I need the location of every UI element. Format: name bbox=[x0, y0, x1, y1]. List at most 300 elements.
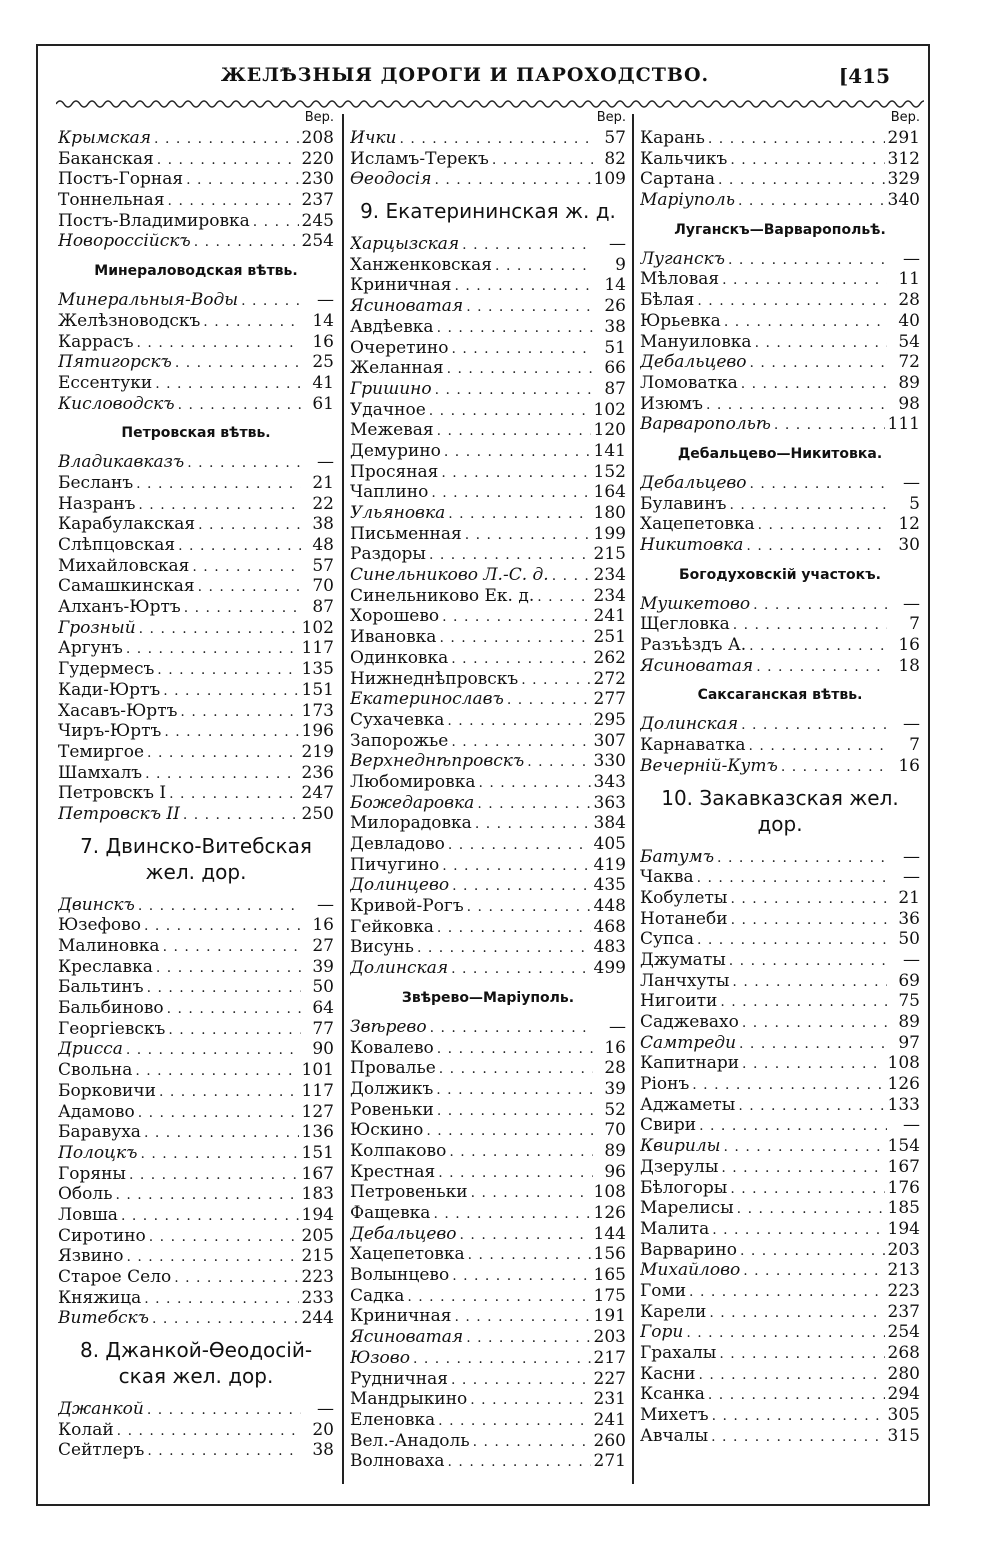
station-row bbox=[350, 255, 626, 276]
station-row bbox=[640, 1322, 920, 1343]
station-distance: 291 bbox=[887, 128, 920, 148]
station-name: Малита bbox=[640, 1218, 710, 1239]
leader-dots bbox=[449, 1142, 593, 1162]
station-name: Касни bbox=[640, 1363, 696, 1384]
station-distance: 50 bbox=[312, 977, 334, 998]
station-row bbox=[640, 1302, 920, 1323]
station-name: Сартана bbox=[640, 169, 716, 190]
station-distance: 223 bbox=[301, 1267, 334, 1287]
station-row bbox=[350, 1203, 626, 1224]
station-row bbox=[640, 1157, 920, 1178]
station-distance: 87 bbox=[604, 378, 626, 399]
station-name: Назранъ bbox=[58, 493, 136, 514]
station-row bbox=[350, 648, 626, 669]
station-name: Булавинъ bbox=[640, 493, 727, 514]
leader-dots bbox=[729, 951, 887, 971]
station-row bbox=[350, 379, 626, 400]
station-distance: 330 bbox=[593, 751, 626, 772]
station-row bbox=[350, 275, 626, 296]
station-name: Крымская bbox=[58, 128, 152, 148]
station-distance: 250 bbox=[301, 803, 334, 824]
station-distance: — bbox=[317, 1399, 334, 1420]
station-distance: 54 bbox=[898, 331, 920, 352]
station-name: Новороссійскъ bbox=[58, 231, 191, 252]
leader-dots bbox=[454, 1307, 590, 1327]
station-row bbox=[350, 1451, 626, 1472]
leader-dots bbox=[708, 1385, 885, 1405]
leader-dots bbox=[180, 702, 298, 722]
station-distance: 251 bbox=[593, 627, 626, 648]
station-distance: 260 bbox=[593, 1430, 626, 1451]
station-distance: 90 bbox=[312, 1039, 334, 1060]
leader-dots bbox=[126, 1040, 301, 1060]
leader-dots bbox=[186, 170, 298, 190]
station-distance: 223 bbox=[887, 1280, 920, 1301]
leader-dots bbox=[717, 848, 887, 868]
station-name: Михайлово bbox=[640, 1260, 741, 1281]
station-row bbox=[350, 669, 626, 690]
station-name: Бѣлая bbox=[640, 290, 695, 311]
station-distance: 244 bbox=[301, 1308, 334, 1329]
station-name: Ріонъ bbox=[640, 1074, 690, 1095]
leader-dots bbox=[746, 536, 887, 556]
station-name: Дебальцево bbox=[640, 472, 747, 493]
station-row bbox=[640, 888, 920, 909]
station-distance: 203 bbox=[593, 1327, 626, 1348]
page-header bbox=[40, 56, 900, 96]
station-row bbox=[350, 1079, 626, 1100]
station-name: Ульяновка bbox=[350, 503, 446, 523]
station-row bbox=[640, 535, 920, 556]
station-row bbox=[350, 565, 626, 586]
station-row bbox=[58, 957, 334, 978]
station-distance: 111 bbox=[887, 414, 920, 435]
station-row bbox=[350, 358, 626, 379]
station-name: Синельниково Л.-С. д. bbox=[350, 565, 549, 586]
station-row bbox=[350, 338, 626, 359]
station-distance: 101 bbox=[301, 1060, 334, 1081]
station-distance: 12 bbox=[898, 514, 920, 535]
page-number: [415 bbox=[838, 64, 890, 88]
station-name: Шамхалъ bbox=[58, 762, 143, 783]
verst-label: Вер. bbox=[304, 110, 334, 125]
station-distance: — bbox=[609, 234, 626, 255]
station-row bbox=[58, 190, 334, 211]
station-row bbox=[58, 1226, 334, 1247]
station-distance: 7 bbox=[909, 614, 920, 635]
station-row bbox=[350, 1120, 626, 1141]
station-name: Ясиноватая bbox=[640, 655, 754, 676]
station-name: Дрисса bbox=[58, 1039, 123, 1060]
station-distance: 151 bbox=[301, 679, 334, 700]
station-distance: 89 bbox=[898, 372, 920, 393]
station-name: Сухачевка bbox=[350, 709, 445, 730]
leader-dots bbox=[712, 1406, 885, 1426]
railway-heading: 8. Джанкой-Ѳеодосій-ская жел. дор. bbox=[79, 1338, 313, 1389]
station-row bbox=[350, 731, 626, 752]
station-row bbox=[640, 991, 920, 1012]
station-row bbox=[58, 659, 334, 680]
station-name: Колай bbox=[58, 1419, 114, 1440]
station-row bbox=[350, 128, 626, 149]
station-distance: 28 bbox=[898, 290, 920, 311]
station-name: Колпаково bbox=[350, 1140, 447, 1161]
station-distance: 254 bbox=[887, 1322, 920, 1343]
station-name: Мандрыкино bbox=[350, 1389, 468, 1410]
station-row bbox=[640, 1260, 920, 1281]
station-distance: 340 bbox=[887, 190, 920, 211]
station-distance: 152 bbox=[593, 461, 626, 482]
station-row bbox=[350, 1141, 626, 1162]
station-row bbox=[58, 556, 334, 577]
station-distance: 312 bbox=[887, 148, 920, 169]
station-row bbox=[350, 169, 626, 190]
station-distance: 191 bbox=[593, 1306, 626, 1327]
leader-dots bbox=[711, 1427, 884, 1447]
leader-dots bbox=[140, 1144, 298, 1164]
station-name: Двинскъ bbox=[58, 894, 135, 915]
leader-dots bbox=[437, 1101, 593, 1121]
station-distance: 51 bbox=[604, 337, 626, 358]
station-distance: 70 bbox=[604, 1120, 626, 1141]
station-distance: 14 bbox=[312, 310, 334, 331]
station-name: Петровеньки bbox=[350, 1182, 468, 1203]
station-name: Ивановка bbox=[350, 627, 437, 648]
station-distance: 213 bbox=[887, 1260, 920, 1281]
leader-dots bbox=[138, 495, 301, 515]
leader-dots bbox=[733, 615, 887, 635]
leader-dots bbox=[473, 1432, 591, 1452]
leader-dots bbox=[175, 353, 301, 373]
station-row bbox=[58, 1164, 334, 1185]
leader-dots bbox=[465, 525, 591, 545]
station-distance: 405 bbox=[593, 834, 626, 854]
station-row bbox=[640, 1426, 920, 1447]
leader-dots bbox=[198, 515, 301, 535]
leader-dots bbox=[758, 515, 887, 535]
station-distance: 419 bbox=[593, 854, 626, 875]
station-row bbox=[58, 231, 334, 252]
leader-dots bbox=[466, 297, 593, 317]
station-row bbox=[640, 1136, 920, 1157]
leader-dots bbox=[527, 752, 590, 772]
station-row bbox=[640, 1384, 920, 1405]
station-name: Мануиловка bbox=[640, 331, 752, 352]
station-row bbox=[640, 494, 920, 515]
station-name: Тоннельная bbox=[58, 190, 165, 211]
leader-dots bbox=[178, 395, 301, 415]
branch-heading: Богодуховскій участокъ. bbox=[678, 566, 881, 583]
leader-dots bbox=[126, 1247, 298, 1267]
station-row bbox=[350, 296, 626, 317]
station-row bbox=[350, 317, 626, 338]
leader-dots bbox=[507, 690, 591, 710]
station-name: Постъ-Горная bbox=[58, 169, 184, 190]
leader-dots bbox=[721, 1158, 884, 1178]
station-name: Самашкинская bbox=[58, 576, 195, 597]
station-distance: 48 bbox=[312, 535, 334, 555]
station-distance: 237 bbox=[887, 1301, 920, 1322]
station-row bbox=[350, 1162, 626, 1183]
station-name: Ланчхуты bbox=[640, 970, 730, 991]
station-row bbox=[58, 804, 334, 825]
station-row bbox=[350, 937, 626, 958]
station-row bbox=[350, 1348, 626, 1369]
leader-dots bbox=[730, 150, 884, 170]
station-distance: 108 bbox=[593, 1182, 626, 1203]
station-row bbox=[640, 909, 920, 930]
station-name: Хацепетовка bbox=[350, 1244, 465, 1265]
leader-dots bbox=[164, 722, 298, 742]
station-row bbox=[640, 311, 920, 332]
leader-dots bbox=[740, 1241, 885, 1261]
station-row bbox=[640, 1364, 920, 1385]
station-name: Волноваха bbox=[350, 1451, 445, 1472]
leader-dots bbox=[203, 312, 301, 332]
station-row bbox=[640, 867, 920, 888]
station-distance: 208 bbox=[301, 128, 334, 148]
station-name: Самтреди bbox=[640, 1032, 737, 1053]
station-distance: 151 bbox=[301, 1142, 334, 1163]
station-row bbox=[640, 352, 920, 373]
branch-heading: Петровская вѣтвь. bbox=[121, 425, 271, 442]
station-name: Михетъ bbox=[640, 1405, 709, 1426]
station-name: Очеретино bbox=[350, 337, 449, 358]
station-distance: 30 bbox=[898, 535, 920, 555]
station-row bbox=[58, 352, 334, 373]
station-distance: 40 bbox=[898, 310, 920, 331]
station-distance: 133 bbox=[887, 1094, 920, 1115]
station-name: Чаплино bbox=[350, 482, 429, 503]
leader-dots bbox=[742, 1013, 887, 1033]
station-distance: 14 bbox=[604, 275, 626, 296]
station-row bbox=[640, 714, 920, 735]
station-row bbox=[58, 638, 334, 659]
station-name: Батумъ bbox=[640, 846, 715, 867]
leader-dots bbox=[417, 938, 591, 958]
station-row bbox=[58, 1060, 334, 1081]
leader-dots bbox=[439, 628, 590, 648]
leader-dots bbox=[741, 374, 887, 394]
column-separator-2 bbox=[632, 114, 634, 1484]
station-name: Изюмъ bbox=[640, 393, 703, 414]
station-name: Бесланъ bbox=[58, 472, 134, 493]
station-distance: 136 bbox=[301, 1122, 334, 1143]
station-distance: 363 bbox=[593, 792, 626, 813]
station-distance: 96 bbox=[604, 1161, 626, 1182]
branch-heading: Саксаганская вѣтвь. bbox=[697, 687, 863, 704]
station-distance: 241 bbox=[593, 606, 626, 627]
station-row bbox=[350, 751, 626, 772]
station-distance: — bbox=[903, 1115, 920, 1136]
station-distance: 22 bbox=[312, 493, 334, 514]
station-name: Мѣловая bbox=[640, 269, 720, 290]
station-row bbox=[58, 1102, 334, 1123]
station-name: Сиротино bbox=[58, 1225, 146, 1246]
leader-dots bbox=[174, 1268, 298, 1288]
leader-dots bbox=[708, 129, 885, 149]
station-distance: — bbox=[903, 472, 920, 493]
station-distance: 315 bbox=[887, 1425, 920, 1446]
station-name: Ханженковская bbox=[350, 254, 493, 275]
leader-dots bbox=[147, 1400, 301, 1420]
station-name: Вел.-Анадоль bbox=[350, 1430, 470, 1451]
station-name: Баканская bbox=[58, 148, 154, 169]
station-row bbox=[58, 721, 334, 742]
station-name: Оболь bbox=[58, 1184, 113, 1205]
leader-dots bbox=[144, 916, 301, 936]
station-distance: — bbox=[317, 894, 334, 915]
station-distance: 483 bbox=[593, 937, 626, 958]
station-name: Одинковка bbox=[350, 647, 449, 668]
station-name: Аджаметы bbox=[640, 1094, 736, 1115]
leader-dots bbox=[749, 736, 887, 756]
leader-dots bbox=[438, 1163, 593, 1183]
station-name: Малиновка bbox=[58, 936, 160, 956]
station-distance: 117 bbox=[301, 1080, 334, 1101]
station-row bbox=[350, 1286, 626, 1307]
station-name: Криничная bbox=[350, 1306, 452, 1327]
station-row bbox=[58, 494, 334, 515]
leader-dots bbox=[774, 415, 885, 435]
leader-dots bbox=[692, 1075, 884, 1095]
station-distance: 82 bbox=[604, 148, 626, 169]
leader-dots bbox=[147, 743, 299, 763]
station-row bbox=[58, 1081, 334, 1102]
station-name: Свири bbox=[640, 1115, 697, 1136]
station-row bbox=[58, 1184, 334, 1205]
station-name: Запорожье bbox=[350, 730, 449, 751]
station-name: Дебальцево bbox=[640, 352, 747, 373]
station-name: Юрьевка bbox=[640, 310, 721, 331]
station-row bbox=[350, 813, 626, 834]
station-distance: 236 bbox=[301, 762, 334, 783]
leader-dots bbox=[147, 1441, 301, 1461]
station-row bbox=[640, 735, 920, 756]
station-row bbox=[350, 503, 626, 524]
station-row bbox=[640, 149, 920, 170]
station-distance: 102 bbox=[593, 399, 626, 420]
station-distance: 203 bbox=[887, 1239, 920, 1260]
leader-dots bbox=[156, 958, 301, 978]
leader-dots bbox=[697, 930, 887, 950]
station-distance: — bbox=[903, 593, 920, 614]
station-row bbox=[640, 1033, 920, 1054]
station-name: Мушкетово bbox=[640, 593, 751, 614]
leader-dots bbox=[145, 764, 298, 784]
station-name: Каррасъ bbox=[58, 331, 134, 352]
station-name: Владикавказъ bbox=[58, 452, 185, 473]
leader-dots bbox=[720, 992, 887, 1012]
station-distance: 108 bbox=[887, 1053, 920, 1074]
leader-dots bbox=[400, 129, 593, 149]
station-name: Гудермесъ bbox=[58, 659, 155, 680]
station-name: Бѣлогоры bbox=[640, 1177, 728, 1198]
station-distance: 126 bbox=[593, 1203, 626, 1223]
station-row bbox=[350, 482, 626, 503]
leader-dots bbox=[743, 1261, 884, 1281]
station-row bbox=[58, 514, 334, 535]
station-distance: 220 bbox=[301, 148, 334, 169]
leader-dots bbox=[753, 595, 887, 615]
leader-dots bbox=[413, 1349, 591, 1369]
leader-dots bbox=[730, 1179, 884, 1199]
station-distance: 117 bbox=[301, 638, 334, 659]
station-name: Синельниково Ек. д. bbox=[350, 585, 535, 606]
station-row bbox=[350, 1038, 626, 1059]
station-name: Луганскъ bbox=[640, 248, 725, 269]
station-distance: 230 bbox=[301, 169, 334, 190]
station-name: Кисловодскъ bbox=[58, 393, 175, 414]
station-distance: 234 bbox=[593, 565, 626, 586]
station-distance: 87 bbox=[312, 597, 334, 618]
station-row bbox=[350, 149, 626, 170]
leader-dots bbox=[152, 1309, 299, 1329]
station-distance: 175 bbox=[593, 1285, 626, 1306]
station-distance: 227 bbox=[593, 1368, 626, 1389]
station-distance: 199 bbox=[593, 523, 626, 544]
station-row bbox=[640, 1053, 920, 1074]
station-distance: 61 bbox=[312, 393, 334, 414]
leader-dots bbox=[475, 814, 591, 834]
station-row bbox=[58, 576, 334, 597]
leader-dots bbox=[429, 545, 591, 565]
station-row bbox=[58, 1440, 334, 1461]
station-name: Божедаровка bbox=[350, 792, 475, 813]
station-row bbox=[350, 606, 626, 627]
station-distance: 21 bbox=[898, 887, 920, 908]
station-row bbox=[350, 834, 626, 855]
station-row bbox=[350, 772, 626, 793]
station-row bbox=[58, 701, 334, 722]
station-distance: 176 bbox=[887, 1177, 920, 1198]
leader-dots bbox=[447, 359, 593, 379]
leader-dots bbox=[192, 557, 301, 577]
leader-dots bbox=[471, 1183, 591, 1203]
station-row bbox=[350, 875, 626, 896]
station-name: Долинцево bbox=[350, 875, 450, 896]
station-name: Ички bbox=[350, 128, 397, 148]
station-row bbox=[350, 917, 626, 938]
station-name: Пятигорскъ bbox=[58, 352, 172, 373]
leader-dots bbox=[749, 636, 887, 656]
railway-heading: 7. Двинско-Витебская жел. дор. bbox=[80, 833, 312, 884]
station-name: Письменная bbox=[350, 523, 462, 544]
leader-dots bbox=[431, 483, 590, 503]
leader-dots bbox=[738, 1096, 884, 1116]
station-row bbox=[350, 1182, 626, 1203]
column-separator-1 bbox=[342, 114, 344, 1484]
station-row bbox=[350, 400, 626, 421]
branch-heading: Луганскъ—Варваропольѣ. bbox=[674, 221, 886, 238]
station-name: Авчалы bbox=[640, 1425, 709, 1446]
station-distance: 499 bbox=[593, 958, 626, 979]
station-row bbox=[350, 689, 626, 710]
station-row bbox=[58, 742, 334, 763]
leader-dots bbox=[478, 773, 590, 793]
station-name: Слѣпцовская bbox=[58, 535, 176, 555]
station-name: Кобулеты bbox=[640, 887, 728, 908]
leader-dots bbox=[697, 868, 887, 888]
station-distance: 57 bbox=[604, 128, 626, 148]
leader-dots bbox=[434, 170, 590, 190]
leader-dots bbox=[451, 649, 590, 669]
station-name: Чиръ-Юртъ bbox=[58, 721, 162, 742]
station-name: Рудничная bbox=[350, 1368, 448, 1389]
station-row bbox=[58, 332, 334, 353]
station-name: Старое Село bbox=[58, 1267, 172, 1287]
station-distance: 57 bbox=[312, 555, 334, 576]
